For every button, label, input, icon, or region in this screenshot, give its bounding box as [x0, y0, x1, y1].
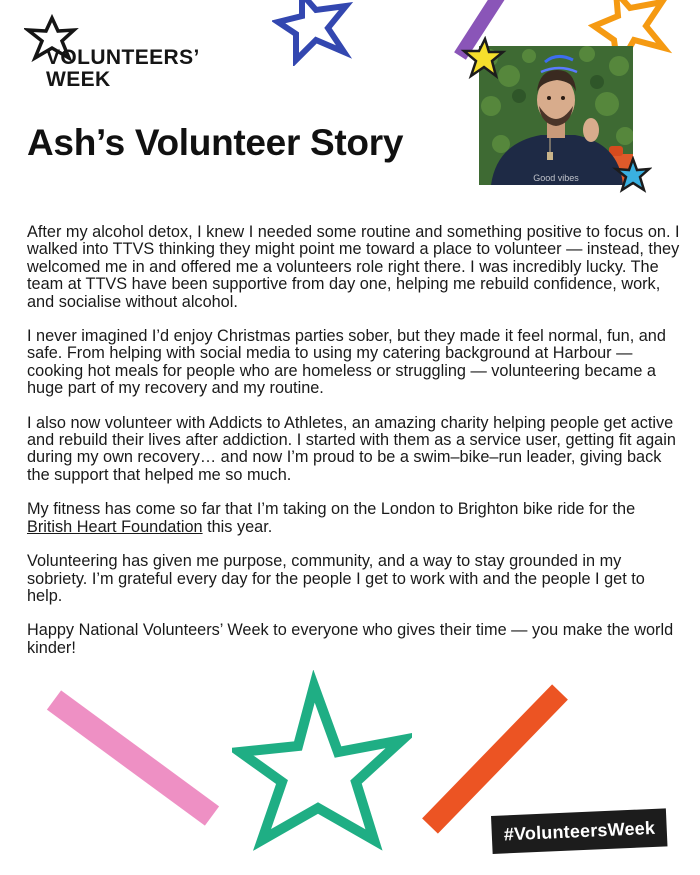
light-blue-star-icon — [612, 156, 652, 194]
story-paragraph: Happy National Volunteers’ Week to everyone who gives their time — you make the world kinder! — [27, 621, 674, 657]
pink-bar-decoration — [44, 688, 224, 830]
story-paragraph: I also now volunteer with Addicts to Athletes, an amazing charity helping people get active and rebuild their lives after addiction. I started with them as a service user, getting fit again during my own recovery… and now I’m proud to be a swim–bike–run leader, giving back the support that helped me so much. — [27, 413, 676, 484]
story-body — [27, 224, 682, 674]
story-text: My fitness has come so far that I’m taking on the London to Brighton bike ride for the — [27, 500, 636, 519]
story-text: this year. — [202, 517, 273, 536]
green-star-icon — [232, 670, 412, 852]
story-paragraph: I never imagined I’d enjoy Christmas parties sober, but they made it feel normal, fun, and safe. From helping with social media to using my catering background at Harbour — cooking hot meals for people who are homeless or struggling — volunteering became a huge part of my recovery and my routine. — [27, 327, 666, 398]
logo-line-1: VOLUNTEERS’ — [46, 46, 200, 69]
story-paragraph: After my alcohol detox, I knew I needed some routine and something positive to focus on. I walked into TTVS thinking they might point me toward a place to volunteer — instead, they welcomed me in and offered me a volunteers role right there. I was incredibly lucky. The team at TTVS have been supportive from day one, helping me rebuild confidence, work, and socialise without alcohol. — [27, 223, 680, 311]
story-paragraph: Volunteering has given me purpose, community, and a way to stay grounded in my sobriety. I’m grateful every day for the people I get to work with and the people I get to help. — [27, 552, 645, 605]
british-heart-foundation-link[interactable]: British Heart Foundation — [27, 517, 203, 536]
page-title: Ash’s Volunteer Story — [27, 122, 404, 163]
photo-neon-sign-text: Good vibes — [533, 173, 579, 183]
blue-star-icon — [272, 0, 362, 66]
hashtag-badge: #VolunteersWeek — [491, 808, 668, 854]
logo-line-2: WEEK — [46, 68, 111, 91]
yellow-star-icon — [459, 36, 507, 82]
story-paragraph — [27, 501, 682, 536]
